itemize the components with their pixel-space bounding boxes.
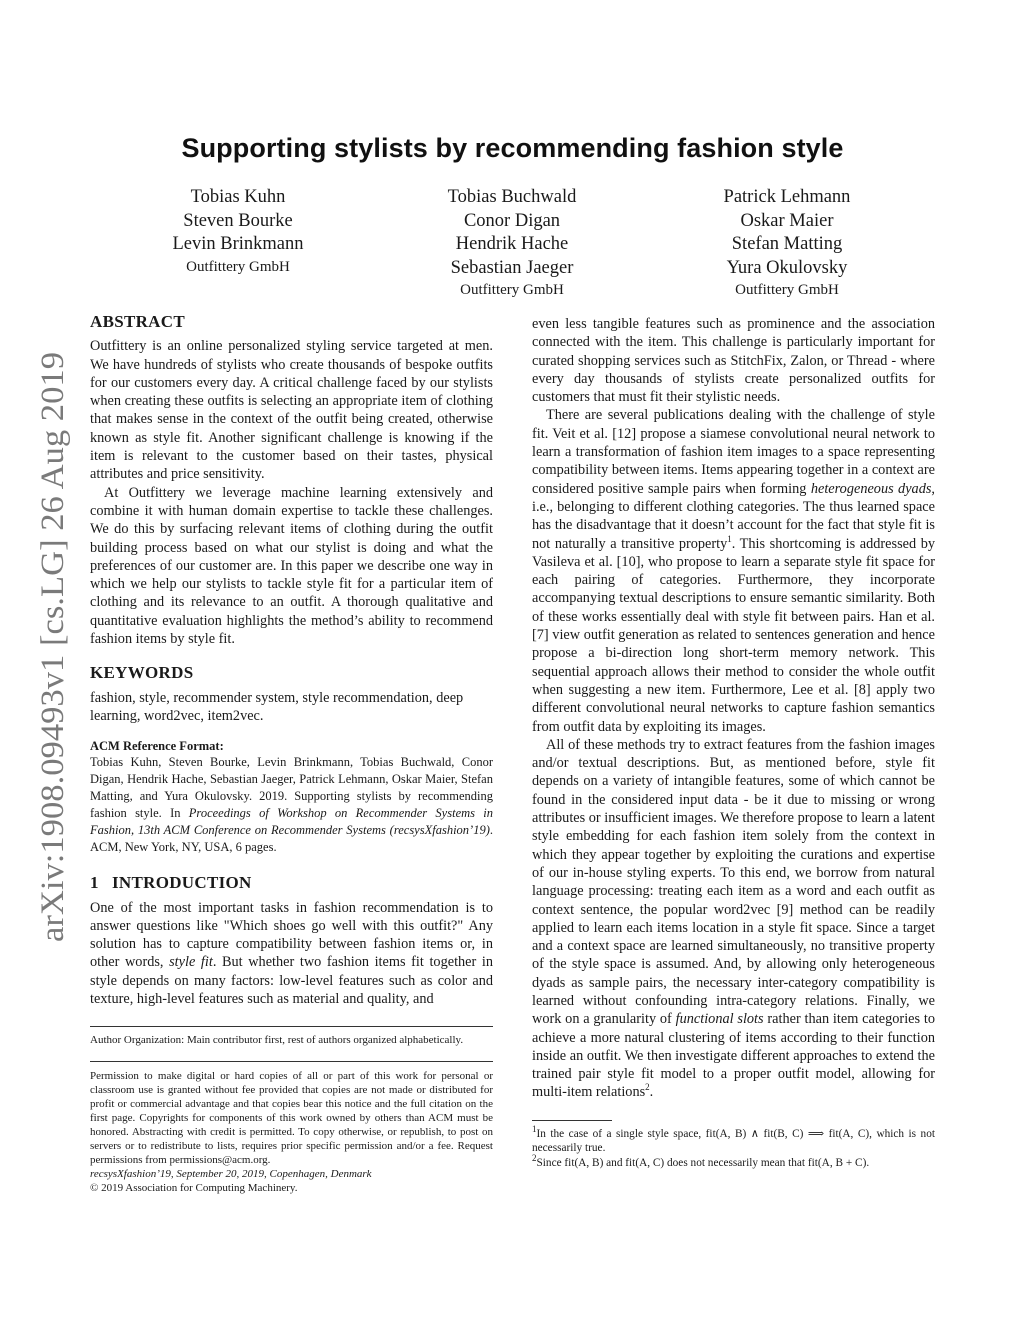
body-paragraph: even less tangible features such as prominence and the association connected with the item. This challenge is particularly important for curated shopping services such as StitchFix, Zalon, or Thread - where every day thousands of stylists create personalized outfits for customers that must fit their stylistic needs. (532, 316, 935, 406)
author-affiliation: Outfittery GmbH (460, 282, 564, 298)
intro-emphasis: style fit (169, 954, 213, 971)
footnote (532, 1124, 935, 1156)
abstract-paragraph: Outfittery is an online personalized styling service targeted at men. We have hundreds of stylists who create thousands of bespoke outfits for our customers every day. A critical challenge faced by our stylists when creating these outfits is selecting an appropriate item of clothing that makes sense in the context of the outfit being created, otherwise known as style fit. Another significant challenge is knowing if the item is relevant to the customer based on their tastes, physical attributes and price sensitivity. (90, 338, 493, 483)
author-name: Sebastian Jaeger (450, 257, 574, 278)
arxiv-id: arXiv:1908.09493v1 [cs.LG] 26 Aug 2019 (35, 379, 71, 942)
acm-reference-heading: ACM Reference Format: (90, 739, 224, 754)
body-emphasis: heterogeneous dyads (810, 480, 932, 497)
body-emphasis: functional slots (675, 1011, 764, 1028)
author-name: Tobias Kuhn (190, 187, 286, 207)
acm-reference-venue: Proceedings of Workshop on Recommender Systems in Fashion, 13th ACM Conference on Recommender Systems (recsysXfashion’19) (90, 806, 494, 838)
copyright-line: © 2019 Association for Computing Machinery. (90, 1182, 298, 1195)
section-number: 1 (90, 873, 99, 893)
author-name: Steven Bourke (183, 210, 293, 231)
intro-text: . But whether two fashion items fit together in style depends on many factors: low-level features such as color and texture, high-level features such as material and quality, and (90, 954, 494, 1008)
intro-text: One of the most important tasks in fashion recommendation is to answer questions like "Which shoes go well with this outfit?" Any solution has to capture compatibility between fashion items or, in other words, (90, 899, 493, 971)
keywords-heading: KEYWORDS (90, 663, 194, 683)
footnote-text: Since fit(A, B) and fit(A, C) does not necessarily mean that fit(A, B + C). (536, 1156, 870, 1169)
abstract-heading: ABSTRACT (90, 312, 185, 331)
body-text: rather than item categories to achieve a more natural clustering of items according to their function inside an outfit. We then investigate different approaches to extend the trained pair style fit model to a proper outfit model, allowing for multi-item relations (532, 1011, 935, 1101)
section-title: INTRODUCTION (112, 873, 252, 893)
section-heading-introduction (90, 874, 493, 892)
body-text: . This shortcoming is addressed by Vasileva et al. [10], who propose to learn a separate style fit space for each pairing of categories. Furthermore, they incorporate accompanying textual descriptions to ensure semantic similarity. Both of these works essentially deal with style fit between pairs. Han et al. [7] view outfit generation as related to sentences generation and hence propose a bi-direction long short-term memory network. This sequential approach allows their method to consider the whole outfit when suggesting a new item. Furthermore, Lee et al. [8] apply two different convolutional neural networks to capture fashion semantics from outfit data by exploiting its images. (532, 535, 935, 735)
author-name: Oskar Maier (740, 210, 834, 231)
acm-reference-authors: Tobias Kuhn, Steven Bourke, Levin Brinkmann, Tobias Buchwald, Conor Digan, Hendrik Hache, Sebastian Jaeger, Patrick Lehmann, Oskar Maier, Stefan Matting, and Yura Okulovsky. 2019. Supporting stylists by recommending fashion style. In (90, 755, 493, 821)
intro-paragraph (90, 899, 493, 1009)
author-name: Tobias Buchwald (447, 187, 577, 207)
body-paragraph (532, 406, 935, 735)
body-text: There are several publications dealing with the challenge of style fit. Veit et al. [12] propose a siamese convolutional neural network to learn a transformation of fashion item images to a space representing compatibility between items. Items appearing together in a context are considered positive sample pairs when forming (532, 407, 935, 497)
left-column (90, 313, 493, 1195)
author-name: Levin Brinkmann (172, 234, 304, 254)
footnote-number: 1 (532, 1124, 537, 1134)
footnote (532, 1153, 935, 1171)
author-organization-note: Author Organization: Main contributor first, rest of authors organized alphabetically. (90, 1034, 464, 1047)
acm-reference-text (90, 754, 493, 856)
author-affiliation: Outfittery GmbH (186, 258, 290, 275)
body-text: All of these methods try to extract features from the fashion images and/or textual descriptions. But, as mentioned before, style fit depends on a variety of intangible features, some of which cannot be found in the considered input data - be it due to missing or wrong attributes or insufficient images. We therefore propose to learn a latent style embedding for each fashion item solely from the context in which they appear together by exploiting the curations and expertise of our in-house styling experts. To this end, we borrow from natural language processing: treating each item as a word and each outfit as context sentence, the popular word2vec [9] method can be readily applied to learn each items location in a style fit space. Since a target and a context space are learned simultaneously, no transitive property of the style space is assumed. And, by allowing only heterogeneous dyads as sample pairs, the necessary inter-category compatibility is learned without confounding intra-category relations. Finally, we work on a granularity of (532, 736, 935, 1028)
author-affiliation: Outfittery GmbH (735, 282, 839, 298)
arxiv-sidebar-stamp (25, 350, 75, 950)
author-name: Yura Okulovsky (726, 257, 848, 278)
author-column-1 (108, 186, 368, 277)
right-column (532, 315, 935, 1170)
author-name: Patrick Lehmann (723, 187, 851, 207)
footnote-mark: 1 (727, 533, 732, 544)
author-name: Conor Digan (463, 210, 561, 231)
keywords-text: fashion, style, recommender system, style recommendation, deep learning, word2vec, item2vec. (90, 689, 464, 724)
author-column-2 (382, 186, 642, 300)
author-name: Hendrik Hache (455, 234, 569, 254)
footnote-divider (532, 1120, 612, 1121)
footnote-divider (90, 1026, 493, 1027)
permission-divider (90, 1061, 493, 1062)
footnote-text: In the case of a single style space, fit(A, B) ∧ fit(B, C) ⟹ fit(A, C), which is not necessarily true. (532, 1127, 935, 1155)
footnote-number: 2 (532, 1153, 537, 1163)
abstract-paragraph: At Outfittery we leverage machine learning extensively and combine it with human domain expertise to tackle these challenges. We do this by surfacing relevant items of clothing during the outfit building process based on what our stylist is doing and what the preferences of our customer are. In this paper we describe one way in which we help our stylists to tackle style fit for a particular item of clothing and its relevance to an outfit. A thorough qualitative and quantitative evaluation highlights the method’s ability to recommend fashion items by style fit. (90, 484, 493, 648)
body-paragraph (532, 736, 935, 1102)
body-text: , i.e., belonging to different clothing categories. The thus learned space has the disadvantage that it doesn’t account for the fact that style fit is not naturally a transitive property (532, 480, 935, 552)
acm-reference-suffix: . ACM, New York, NY, USA, 6 pages. (90, 823, 493, 855)
author-column-3 (657, 186, 917, 300)
body-text: . (649, 1084, 654, 1101)
footnote-mark: 2 (645, 1082, 650, 1093)
permission-notice: Permission to make digital or hard copies of all or part of this work for personal or classroom use is granted without fee provided that copies are not made or distributed for profit or commercial advantage and that copies bear this notice and the full citation on the first page. Copyrights for components of this work owned by others than ACM must be honored. Abstracting with credit is permitted. To copy otherwise, or republish, to post on servers or to redistribute to lists, requires prior specific permission and/or a fee. Request permissions from permissions@acm.org. (90, 1070, 493, 1167)
paper-title: Supporting stylists by recommending fashion style (181, 133, 844, 163)
conference-venue: recsysXfashion’19, September 20, 2019, Copenhagen, Denmark (90, 1168, 372, 1181)
author-name: Stefan Matting (731, 234, 843, 254)
